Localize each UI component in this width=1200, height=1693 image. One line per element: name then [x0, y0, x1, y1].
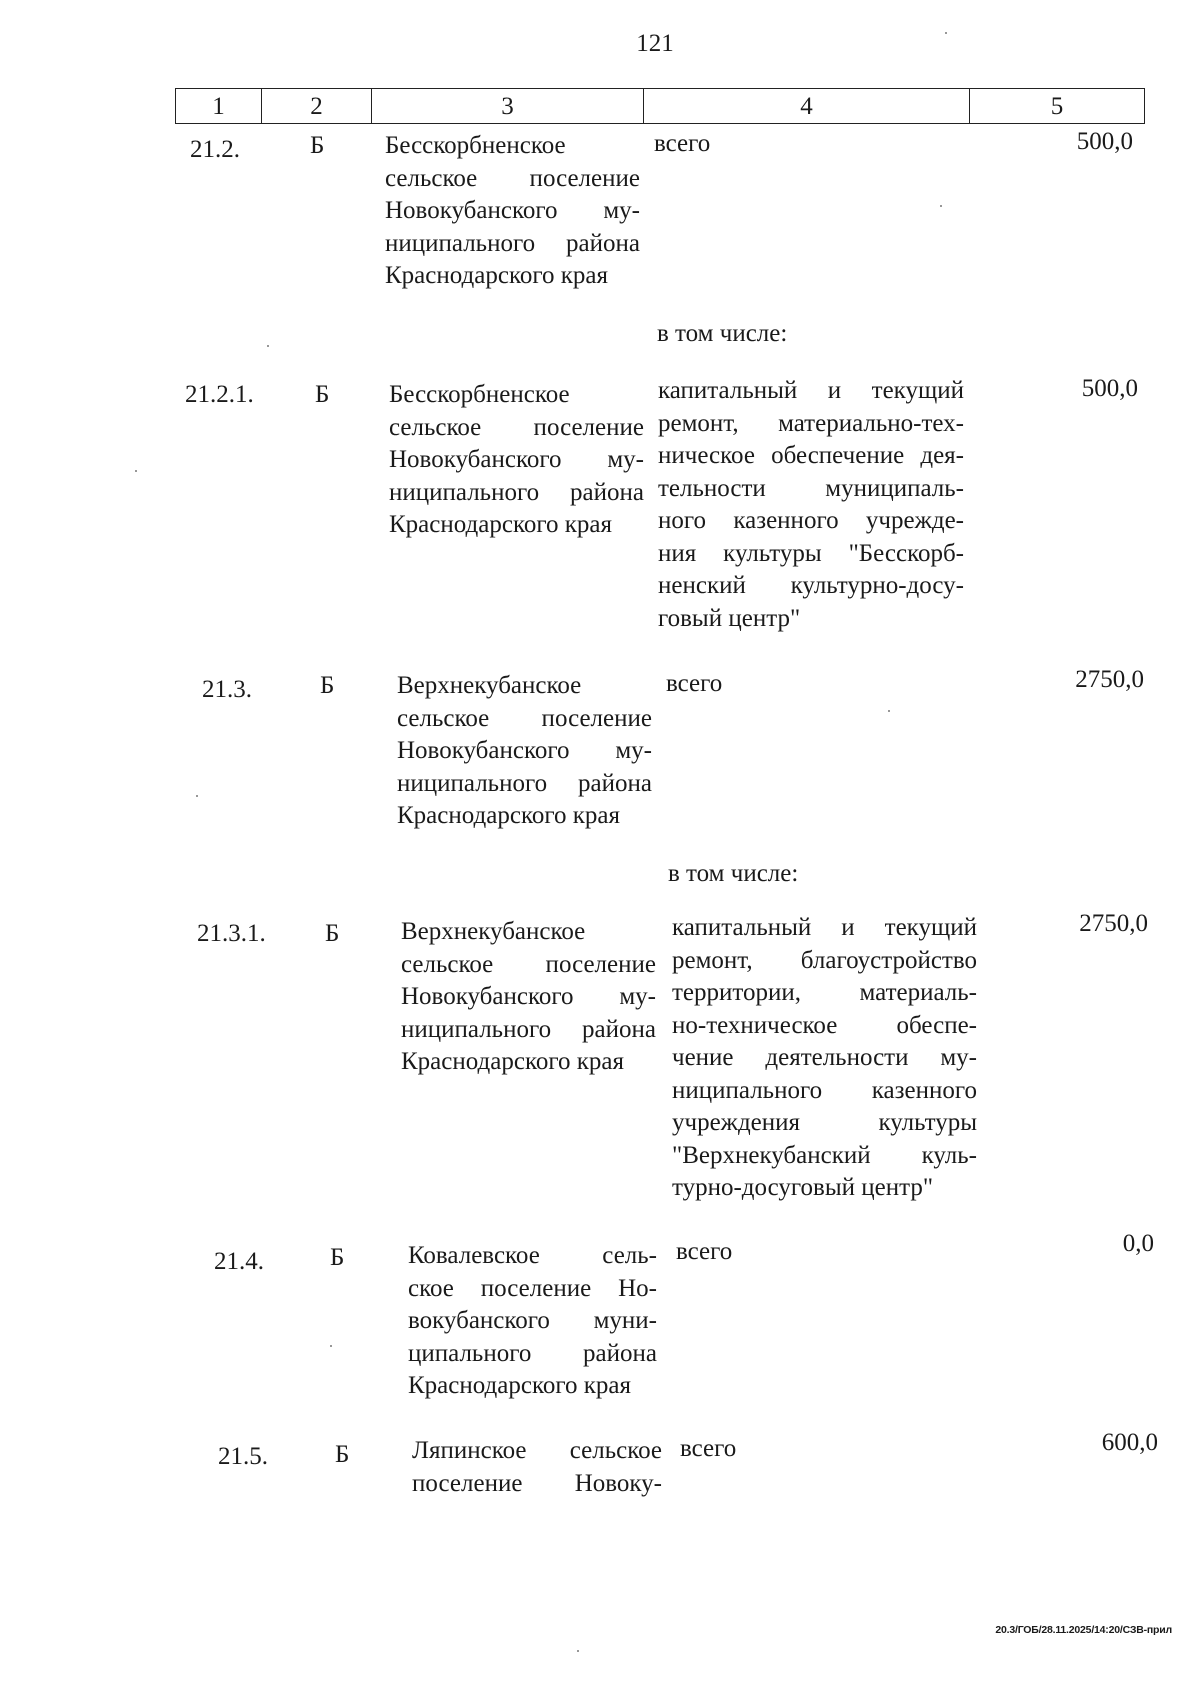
recipient-line: Краснодарского края — [401, 1048, 624, 1075]
subheading: в том числе: — [657, 320, 788, 347]
recipient-line: Верхнекубанское — [401, 918, 586, 945]
table-header — [175, 88, 1145, 124]
recipient-line: Краснодарского края — [408, 1372, 631, 1399]
recipient-line: ниципального района — [401, 1015, 656, 1043]
recipient-line: вокубанского муни- — [408, 1307, 657, 1334]
purpose-line: чение деятельности му- — [672, 1044, 977, 1071]
header-col-5: 5 — [1050, 93, 1064, 120]
row-recipient — [408, 1240, 657, 1403]
row-category: Б — [325, 920, 340, 947]
recipient-line: Верхнекубанское — [397, 672, 582, 699]
purpose-line: ремонт, благоустройство — [672, 946, 977, 974]
purpose-line: "Верхнекубанский куль- — [672, 1141, 977, 1169]
row-purpose — [676, 1236, 982, 1269]
row-purpose — [672, 912, 977, 1205]
recipient-line: сельское поселение — [401, 950, 656, 978]
scan-speck — [888, 710, 890, 712]
recipient-line: сельское поселение — [397, 704, 652, 732]
recipient-line: Краснодарского края — [397, 802, 620, 829]
recipient-line: Ляпинское сельское — [412, 1437, 662, 1464]
recipient-line: Бесскорбненское — [389, 381, 570, 408]
recipient-line: Ковалевское сель- — [408, 1242, 657, 1269]
scan-speck — [196, 795, 198, 797]
recipient-line: Новокубанского му- — [397, 737, 652, 764]
row-recipient — [389, 379, 644, 542]
row-category: Б — [330, 1244, 345, 1271]
recipient-line: ское поселение Но- — [408, 1274, 657, 1302]
row-category: Б — [320, 672, 335, 699]
row-amount: 600,0 — [1101, 1429, 1158, 1456]
recipient-line: Краснодарского края — [389, 511, 612, 538]
purpose-line: всего — [666, 670, 723, 697]
scan-speck — [945, 32, 947, 34]
scan-speck — [577, 1650, 579, 1652]
row-purpose — [666, 668, 972, 701]
purpose-line: территории, материаль- — [672, 979, 977, 1006]
subheading-row — [668, 858, 798, 891]
header-col-3: 3 — [372, 89, 644, 123]
recipient-line: Новокубанского му- — [389, 446, 644, 473]
subheading-row — [657, 318, 787, 351]
row-amount: 0,0 — [1122, 1230, 1154, 1257]
row-amount: 2750,0 — [1079, 910, 1148, 937]
recipient-line: поселение Новоку- — [412, 1469, 662, 1497]
subheading: в том числе: — [668, 860, 799, 887]
row-number: 21.4. — [214, 1248, 264, 1275]
row-number: 21.2.1. — [185, 381, 254, 408]
row-amount: 2750,0 — [1075, 666, 1144, 693]
purpose-line: капитальный и текущий — [658, 377, 964, 404]
header-col-1: 1 — [176, 89, 262, 123]
scan-speck — [330, 1345, 332, 1347]
row-purpose — [680, 1433, 986, 1466]
purpose-line: но-техническое обеспе- — [672, 1011, 977, 1039]
row-recipient — [412, 1435, 662, 1500]
recipient-line: Новокубанского му- — [401, 983, 656, 1010]
header-col-4: 4 — [644, 89, 970, 123]
purpose-line: всего — [680, 1435, 737, 1462]
scan-speck — [940, 205, 942, 207]
row-category: Б — [310, 132, 325, 159]
row-recipient — [385, 130, 640, 293]
scan-speck — [267, 345, 269, 347]
row-category: Б — [315, 381, 330, 408]
row-recipient — [397, 670, 652, 833]
purpose-line: всего — [654, 130, 711, 157]
purpose-line: турно-досуговый центр" — [672, 1174, 934, 1201]
row-number: 21.5. — [218, 1443, 268, 1470]
row-amount: 500,0 — [1076, 128, 1133, 155]
recipient-line: ниципального района — [397, 769, 652, 797]
recipient-line: ципального района — [408, 1339, 657, 1367]
purpose-line: учреждения культуры — [672, 1109, 977, 1136]
recipient-line: ниципального района — [385, 229, 640, 257]
recipient-line: ниципального района — [389, 478, 644, 506]
row-number: 21.2. — [190, 136, 240, 163]
row-purpose — [654, 128, 960, 161]
recipient-line: сельское поселение — [385, 164, 640, 192]
page-number: 121 — [636, 30, 674, 57]
recipient-line: Краснодарского края — [385, 262, 608, 289]
purpose-line: ниципального казенного — [672, 1076, 977, 1104]
row-purpose — [658, 375, 964, 635]
document-code: 20.3/ГОБ/28.11.2025/14:20/СЗВ-прил — [995, 1624, 1172, 1636]
header-col-2: 2 — [262, 89, 372, 123]
row-recipient — [401, 916, 656, 1079]
purpose-line: ническое обеспечение дея- — [658, 442, 964, 469]
purpose-line: говый центр" — [658, 604, 801, 632]
row-number: 21.3.1. — [197, 920, 266, 947]
scan-speck — [135, 470, 137, 472]
row-amount: 500,0 — [1081, 375, 1138, 402]
purpose-line: ного казенного учрежде- — [658, 507, 964, 534]
purpose-line: всего — [676, 1238, 733, 1265]
purpose-line: капитальный и текущий — [672, 914, 977, 941]
row-number: 21.3. — [202, 676, 252, 703]
row-category: Б — [335, 1441, 350, 1468]
recipient-line: Бесскорбненское — [385, 132, 566, 159]
purpose-line: тельности муниципаль- — [658, 474, 964, 502]
recipient-line: Новокубанского му- — [385, 197, 640, 224]
recipient-line: сельское поселение — [389, 413, 644, 441]
purpose-line: ния культуры "Бесскорб- — [658, 539, 964, 567]
purpose-line: ремонт, материально-тех- — [658, 409, 964, 437]
purpose-line: ненский культурно-досу- — [658, 572, 964, 599]
